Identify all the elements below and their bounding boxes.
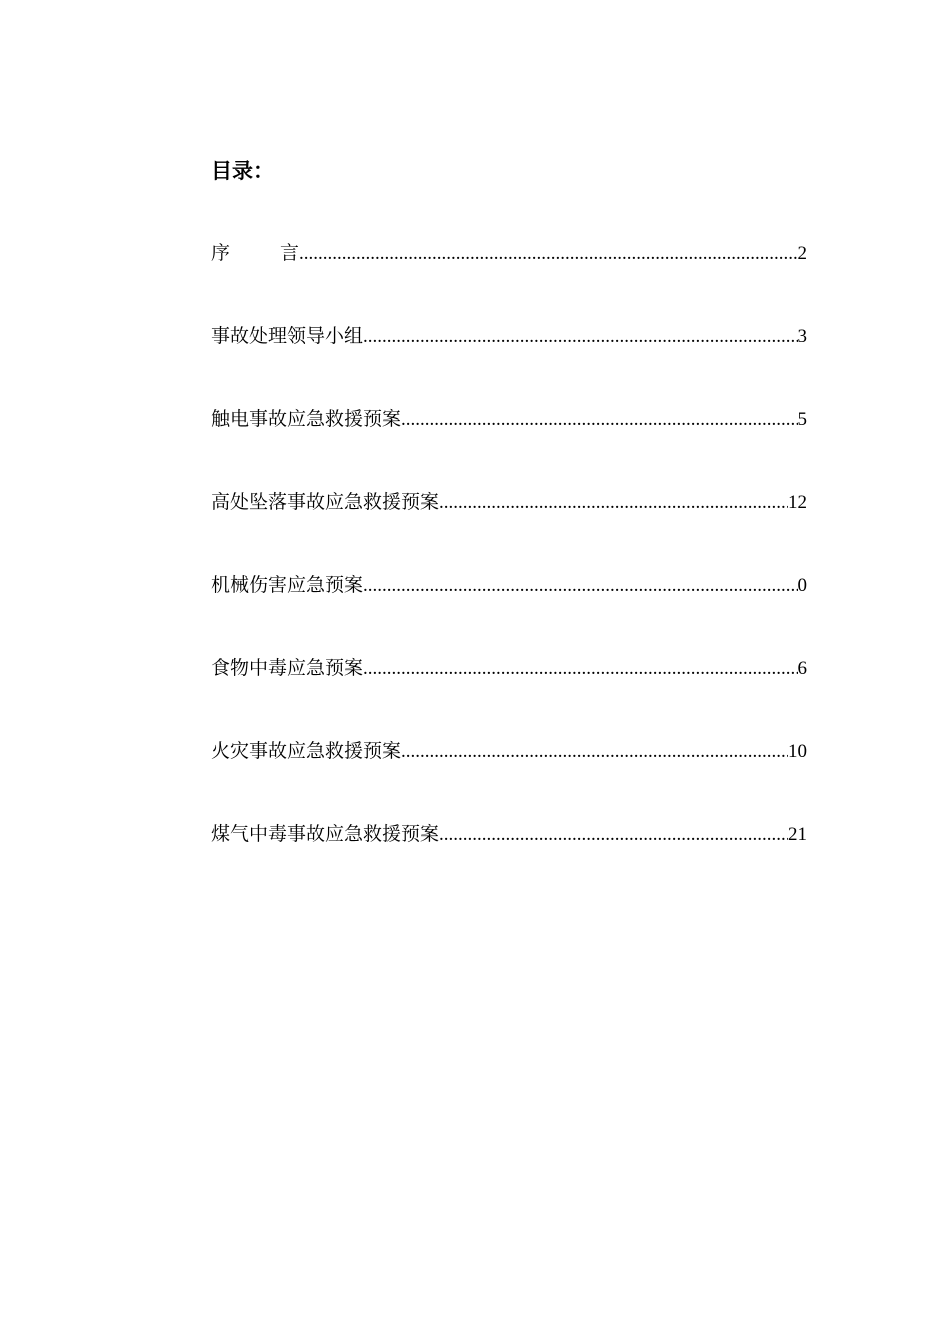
toc-page-number: 3: [797, 326, 807, 347]
toc-entry-label: 食物中毒应急预案: [211, 657, 364, 679]
toc-page-number: 0: [797, 575, 807, 596]
toc-page-number: 10: [788, 741, 807, 762]
toc-entry-food-poisoning[interactable]: [211, 653, 807, 736]
toc-entry-gas-poisoning[interactable]: [211, 819, 807, 902]
toc-entry-label: 火灾事故应急救援预案: [211, 740, 402, 762]
toc-entry-mechanical-injury[interactable]: [211, 570, 807, 653]
toc-title: 目录：: [211, 159, 274, 183]
dot-leader: [299, 239, 797, 269]
toc-entry-label: 触电事故应急救援预案: [211, 408, 402, 430]
toc-entry-label: 事故处理领导小组: [211, 325, 364, 347]
toc-entry-label: [211, 238, 299, 268]
toc-page-number: 21: [788, 824, 807, 845]
toc-entry-label: 机械伤害应急预案: [211, 574, 364, 596]
dot-leader: [401, 737, 788, 767]
toc-page-number: 12: [788, 492, 807, 513]
dot-leader: [401, 405, 797, 435]
dot-leader: [439, 820, 788, 850]
dot-leader: [363, 322, 797, 352]
toc-entry-leadership-group[interactable]: [211, 321, 807, 404]
toc-entry-label-part1: 序: [211, 242, 231, 264]
dot-leader: [439, 488, 788, 518]
dot-leader: [363, 654, 797, 684]
toc-entry-preface[interactable]: [211, 238, 807, 321]
toc-entry-label: 高处坠落事故应急救援预案: [211, 491, 440, 513]
toc-page-number: 2: [797, 243, 807, 264]
toc-entry-label-part2: 言: [280, 242, 300, 264]
toc-entry-fall-from-height[interactable]: [211, 487, 807, 570]
dot-leader: [363, 571, 797, 601]
toc-list: [211, 238, 807, 902]
toc-page-number: 6: [797, 658, 807, 679]
toc-entry-electric-shock[interactable]: [211, 404, 807, 487]
toc-entry-fire[interactable]: [211, 736, 807, 819]
toc-entry-label: 煤气中毒事故应急救援预案: [211, 823, 440, 845]
toc-page-number: 5: [797, 409, 807, 430]
